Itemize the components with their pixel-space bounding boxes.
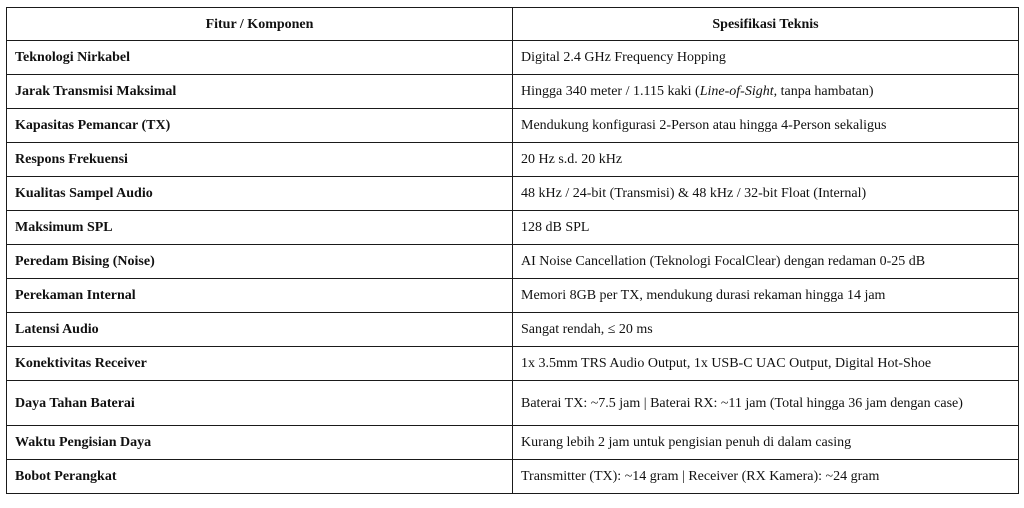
table-row xyxy=(7,41,1019,75)
feature-cell: Respons Frekuensi xyxy=(7,143,513,177)
spec-cell: Mendukung konfigurasi 2-Person atau hingga 4-Person sekaligus xyxy=(513,109,1019,143)
feature-cell: Peredam Bising (Noise) xyxy=(7,245,513,279)
spec-text: , tanpa hambatan) xyxy=(773,84,874,99)
feature-cell: Waktu Pengisian Daya xyxy=(7,426,513,460)
table-row xyxy=(7,460,1019,494)
spec-cell: Sangat rendah, ≤ 20 ms xyxy=(513,313,1019,347)
spec-cell: 20 Hz s.d. 20 kHz xyxy=(513,143,1019,177)
spec-cell: 128 dB SPL xyxy=(513,211,1019,245)
spec-italic-text: Line-of-Sight xyxy=(699,84,774,99)
spec-cell: Transmitter (TX): ~14 gram | Receiver (RX Kamera): ~24 gram xyxy=(513,460,1019,494)
table-row xyxy=(7,109,1019,143)
table-row xyxy=(7,143,1019,177)
spec-cell xyxy=(513,75,1019,109)
table-row xyxy=(7,279,1019,313)
feature-cell: Kapasitas Pemancar (TX) xyxy=(7,109,513,143)
table-row xyxy=(7,211,1019,245)
spec-cell: 1x 3.5mm TRS Audio Output, 1x USB-C UAC Output, Digital Hot-Shoe xyxy=(513,347,1019,381)
feature-cell: Teknologi Nirkabel xyxy=(7,41,513,75)
feature-cell: Maksimum SPL xyxy=(7,211,513,245)
table-row xyxy=(7,381,1019,426)
spec-cell: Memori 8GB per TX, mendukung durasi rekaman hingga 14 jam xyxy=(513,279,1019,313)
feature-cell: Daya Tahan Baterai xyxy=(7,381,513,426)
spec-table xyxy=(6,7,1019,494)
feature-cell: Kualitas Sampel Audio xyxy=(7,177,513,211)
feature-cell: Bobot Perangkat xyxy=(7,460,513,494)
table-row xyxy=(7,426,1019,460)
table-row xyxy=(7,313,1019,347)
table-row xyxy=(7,75,1019,109)
feature-cell: Perekaman Internal xyxy=(7,279,513,313)
table-row xyxy=(7,245,1019,279)
table-row xyxy=(7,347,1019,381)
spec-cell: AI Noise Cancellation (Teknologi FocalClear) dengan redaman 0-25 dB xyxy=(513,245,1019,279)
spec-table-container xyxy=(6,7,1018,494)
feature-cell: Latensi Audio xyxy=(7,313,513,347)
header-feature: Fitur / Komponen xyxy=(7,8,513,41)
spec-text: Hingga 340 meter / 1.115 kaki ( xyxy=(521,84,700,99)
feature-cell: Konektivitas Receiver xyxy=(7,347,513,381)
spec-cell: Digital 2.4 GHz Frequency Hopping xyxy=(513,41,1019,75)
header-spec: Spesifikasi Teknis xyxy=(513,8,1019,41)
spec-cell: Baterai TX: ~7.5 jam | Baterai RX: ~11 jam (Total hingga 36 jam dengan case) xyxy=(513,381,1019,426)
spec-cell: Kurang lebih 2 jam untuk pengisian penuh di dalam casing xyxy=(513,426,1019,460)
feature-cell: Jarak Transmisi Maksimal xyxy=(7,75,513,109)
table-row xyxy=(7,177,1019,211)
table-header-row xyxy=(7,8,1019,41)
spec-cell: 48 kHz / 24-bit (Transmisi) & 48 kHz / 32-bit Float (Internal) xyxy=(513,177,1019,211)
